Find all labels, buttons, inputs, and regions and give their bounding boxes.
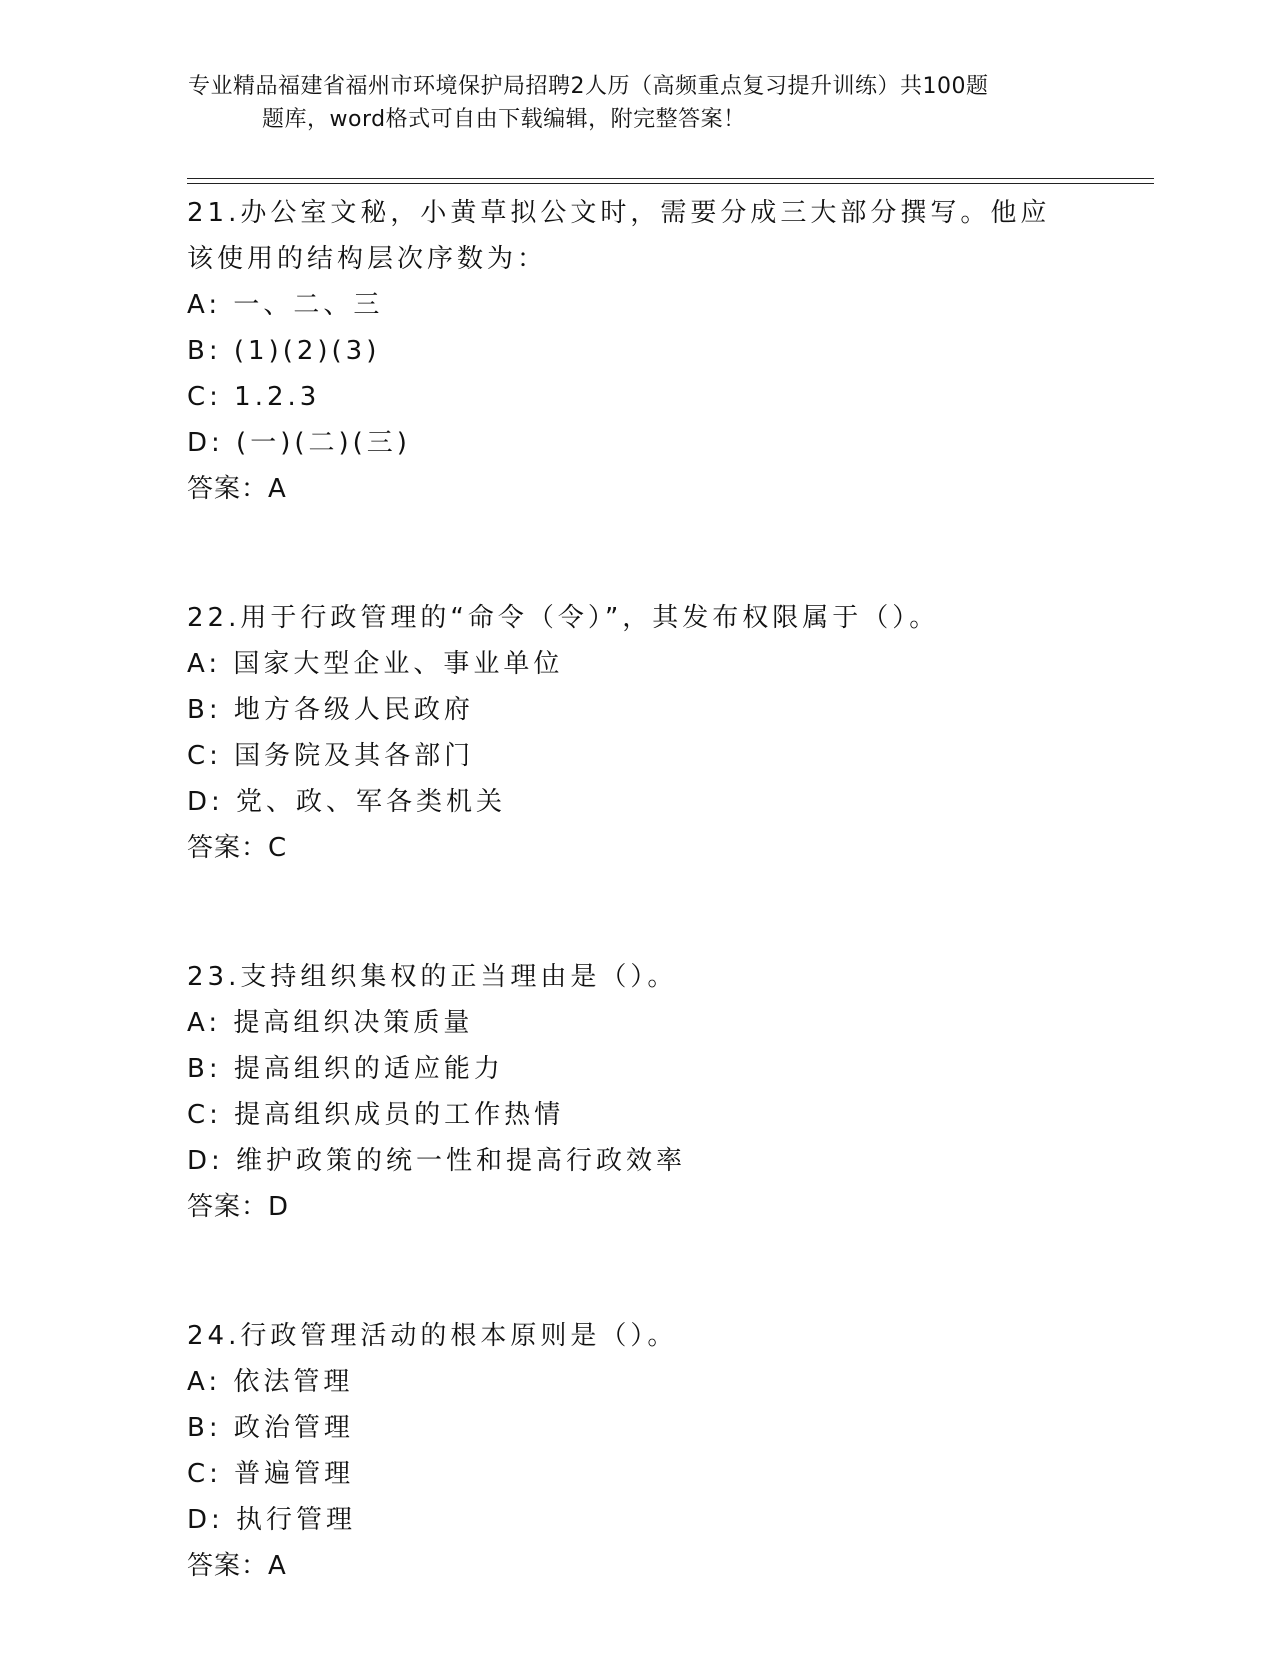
option-b: B: (1)(2)(3) xyxy=(187,336,381,366)
question-text: 21.办公室文秘，小黄草拟公文时，需要分成三大部分撰写。他应该使用的结构层次序数为： xyxy=(187,198,1051,274)
answer-value: A xyxy=(268,1551,286,1581)
answer-line xyxy=(187,1184,1087,1230)
option-c: C: 提高组织成员的工作热情 xyxy=(187,1100,565,1130)
answer-value: D xyxy=(268,1192,289,1222)
question-text: 22.用于行政管理的“命令（令）”，其发布权限属于（）。 xyxy=(187,603,940,633)
question-23 xyxy=(187,954,1087,1230)
question-21 xyxy=(187,190,1087,512)
question-list xyxy=(187,190,1087,1672)
question-text: 24.行政管理活动的根本原则是（）。 xyxy=(187,1321,678,1351)
option-a: A: 国家大型企业、事业单位 xyxy=(187,649,564,679)
answer-label: 答案： xyxy=(187,833,269,863)
answer-line xyxy=(187,825,1087,871)
option-b: B: 政治管理 xyxy=(187,1413,354,1443)
answer-label: 答案： xyxy=(187,474,269,504)
answer-value: C xyxy=(268,833,287,863)
answer-line xyxy=(187,466,1087,512)
question-22 xyxy=(187,595,1087,871)
answer-line xyxy=(187,1543,1087,1589)
header-title-line-1: 专业精品福建省福州市环境保护局招聘2人历（高频重点复习提升训练）共100题 xyxy=(188,74,989,99)
question-24 xyxy=(187,1313,1087,1589)
question-text: 23.支持组织集权的正当理由是（）。 xyxy=(187,962,678,992)
header-title-line-2: 题库，word格式可自由下载编辑，附完整答案！ xyxy=(262,107,746,132)
document-header xyxy=(188,70,1088,136)
option-a: A: 提高组织决策质量 xyxy=(187,1008,474,1038)
option-b: B: 地方各级人民政府 xyxy=(187,695,474,725)
option-a: A: 依法管理 xyxy=(187,1367,354,1397)
answer-label: 答案： xyxy=(187,1192,269,1222)
option-b: B: 提高组织的适应能力 xyxy=(187,1054,504,1084)
answer-value: A xyxy=(268,474,286,504)
option-c: C: 普遍管理 xyxy=(187,1459,355,1489)
option-d: D: 执行管理 xyxy=(187,1505,357,1535)
option-d: D: 维护政策的统一性和提高行政效率 xyxy=(187,1146,687,1176)
header-divider-bottom xyxy=(187,183,1154,184)
option-d: D: 党、政、军各类机关 xyxy=(187,787,507,817)
header-divider-top xyxy=(187,178,1154,179)
answer-label: 答案： xyxy=(187,1551,269,1581)
option-c: C: 1.2.3 xyxy=(187,382,321,412)
option-a: A: 一、二、三 xyxy=(187,290,384,320)
option-d: D: (一)(二)(三) xyxy=(187,428,411,458)
option-c: C: 国务院及其各部门 xyxy=(187,741,475,771)
